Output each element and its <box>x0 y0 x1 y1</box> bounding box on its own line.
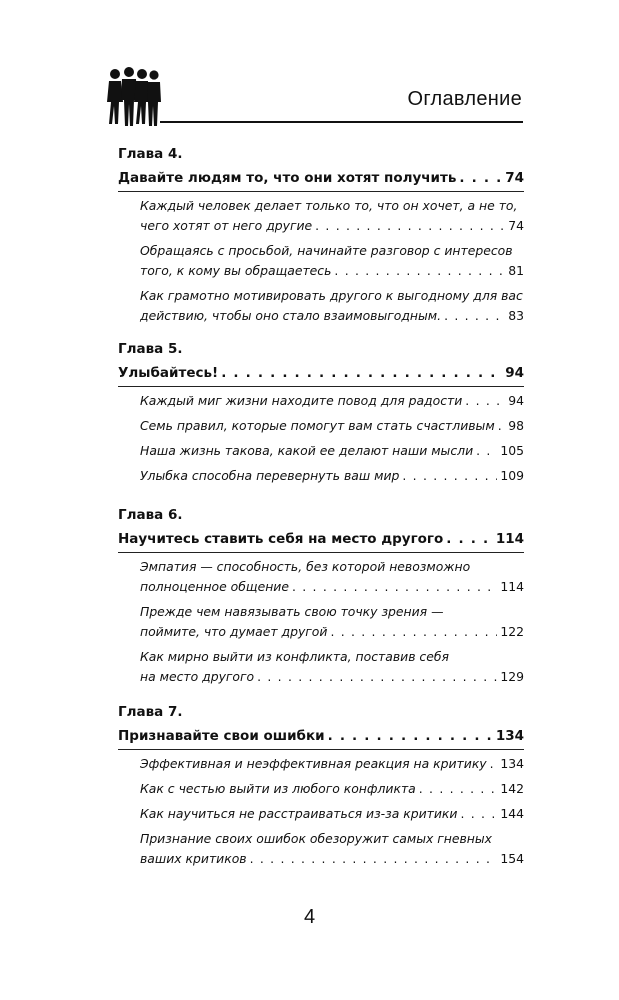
chapter-label: Глава 5. <box>118 341 183 357</box>
chapter-rule <box>118 552 524 553</box>
toc-entry[interactable] <box>140 286 524 326</box>
page-ref: 114 <box>495 531 524 547</box>
entry-line: действию, чтобы оно стало взаимовыгодным. <box>140 308 442 323</box>
chapter-title-text: Признавайте свои ошибки <box>118 728 325 744</box>
page-ref: 129 <box>500 669 524 684</box>
entry-line: ваших критиков <box>140 851 247 866</box>
toc-entry[interactable] <box>140 804 524 824</box>
toc-entry[interactable] <box>140 466 524 486</box>
page-ref: 94 <box>505 365 524 381</box>
chapter-label: Глава 6. <box>118 507 183 523</box>
chapter-title-link[interactable] <box>118 363 524 383</box>
entry-line: чего хотят от него другие <box>140 218 313 233</box>
chapter-section <box>118 702 524 874</box>
page-ref: 74 <box>505 170 524 186</box>
chapter-title-link[interactable] <box>118 168 524 188</box>
dot-leader <box>221 363 502 383</box>
toc-entry[interactable] <box>140 441 524 461</box>
page-ref: 83 <box>508 308 524 323</box>
entry-line: Как грамотно мотивировать другого к выгодному для вас <box>140 288 523 303</box>
entry-line: Семь правил, которые помогут вам стать счастливым <box>140 418 495 433</box>
entry-line: Улыбка способна перевернуть ваш мир <box>140 468 400 483</box>
entry-line: поймите, что думает другой <box>140 624 328 639</box>
chapter-label: Глава 7. <box>118 704 183 720</box>
entry-line: Наша жизнь такова, какой ее делают наши мысли <box>140 443 474 458</box>
entry-line: Эмпатия — способность, без которой невозможно <box>140 559 471 574</box>
page-ref: 144 <box>500 806 524 821</box>
toc-entry[interactable] <box>140 416 524 436</box>
dot-leader <box>498 416 506 436</box>
dot-leader <box>328 726 493 746</box>
chapter-section <box>118 339 524 491</box>
dot-leader <box>334 261 505 281</box>
page-ref: 109 <box>500 468 524 483</box>
page-ref: 134 <box>500 756 524 771</box>
page-ref: 98 <box>508 418 524 433</box>
entry-line: Каждый человек делает только то, что он хочет, а не то, <box>140 198 518 213</box>
toc-entry[interactable] <box>140 241 524 281</box>
page-ref: 81 <box>508 263 524 278</box>
toc-entry[interactable] <box>140 647 524 687</box>
chapter-rule <box>118 749 524 750</box>
toc-entry[interactable] <box>140 602 524 642</box>
entry-line: Эффективная и неэффективная реакция на критику <box>140 756 487 771</box>
dot-leader <box>444 306 505 326</box>
chapter-label: Глава 4. <box>118 146 183 162</box>
dot-leader <box>250 849 498 869</box>
chapter-section <box>118 505 524 692</box>
dot-leader <box>292 577 497 597</box>
entry-line: Обращаясь с просьбой, начинайте разговор с интересов <box>140 243 513 258</box>
dot-leader <box>402 466 497 486</box>
toc-entry[interactable] <box>140 829 524 869</box>
section-list <box>118 196 524 326</box>
dot-leader <box>460 804 497 824</box>
page-ref: 134 <box>495 728 524 744</box>
page-ref: 74 <box>508 218 524 233</box>
dot-leader <box>446 529 493 549</box>
page-ref: 114 <box>500 579 524 594</box>
chapter-title-text: Улыбайтесь! <box>118 365 219 381</box>
page-ref: 122 <box>500 624 524 639</box>
entry-line: Каждый миг жизни находите повод для радости <box>140 393 463 408</box>
chapter-section <box>118 144 524 331</box>
toc-entry[interactable] <box>140 779 524 799</box>
chapter-rule <box>118 191 524 192</box>
dot-leader <box>465 391 505 411</box>
toc-entry[interactable] <box>140 557 524 597</box>
people-silhouettes-logo <box>104 66 162 128</box>
page-ref: 142 <box>500 781 524 796</box>
chapter-title-link[interactable] <box>118 529 524 549</box>
page-heading: Оглавление <box>407 88 522 110</box>
entry-line: Как с честью выйти из любого конфликта <box>140 781 416 796</box>
entry-line: Как мирно выйти из конфликта, поставив себя <box>140 649 449 664</box>
dot-leader <box>257 667 497 687</box>
dot-leader <box>476 441 497 461</box>
dot-leader <box>490 754 498 774</box>
dot-leader <box>330 622 497 642</box>
header-rule <box>160 121 523 123</box>
entry-line: Как научиться не расстраиваться из-за критики <box>140 806 458 821</box>
chapter-title-text: Научитесь ставить себя на место другого <box>118 531 444 547</box>
section-list <box>118 557 524 687</box>
dot-leader <box>459 168 502 188</box>
entry-line: на место другого <box>140 669 255 684</box>
entry-line: Прежде чем навязывать свою точку зрения — <box>140 604 444 619</box>
chapter-title-text: Давайте людям то, что они хотят получить <box>118 170 457 186</box>
entry-line: того, к кому вы обращаетесь <box>140 263 332 278</box>
dot-leader <box>315 216 505 236</box>
toc-entry[interactable] <box>140 196 524 236</box>
page-number: 4 <box>303 906 316 928</box>
toc-entry[interactable] <box>140 754 524 774</box>
section-list <box>118 754 524 869</box>
page-ref: 94 <box>508 393 524 408</box>
toc-entry[interactable] <box>140 391 524 411</box>
dot-leader <box>419 779 498 799</box>
page-ref: 154 <box>500 851 524 866</box>
page-ref: 105 <box>500 443 524 458</box>
entry-line: Признание своих ошибок обезоружит самых гневных <box>140 831 493 846</box>
chapter-title-link[interactable] <box>118 726 524 746</box>
chapter-rule <box>118 386 524 387</box>
section-list <box>118 391 524 486</box>
entry-line: полноценное общение <box>140 579 289 594</box>
